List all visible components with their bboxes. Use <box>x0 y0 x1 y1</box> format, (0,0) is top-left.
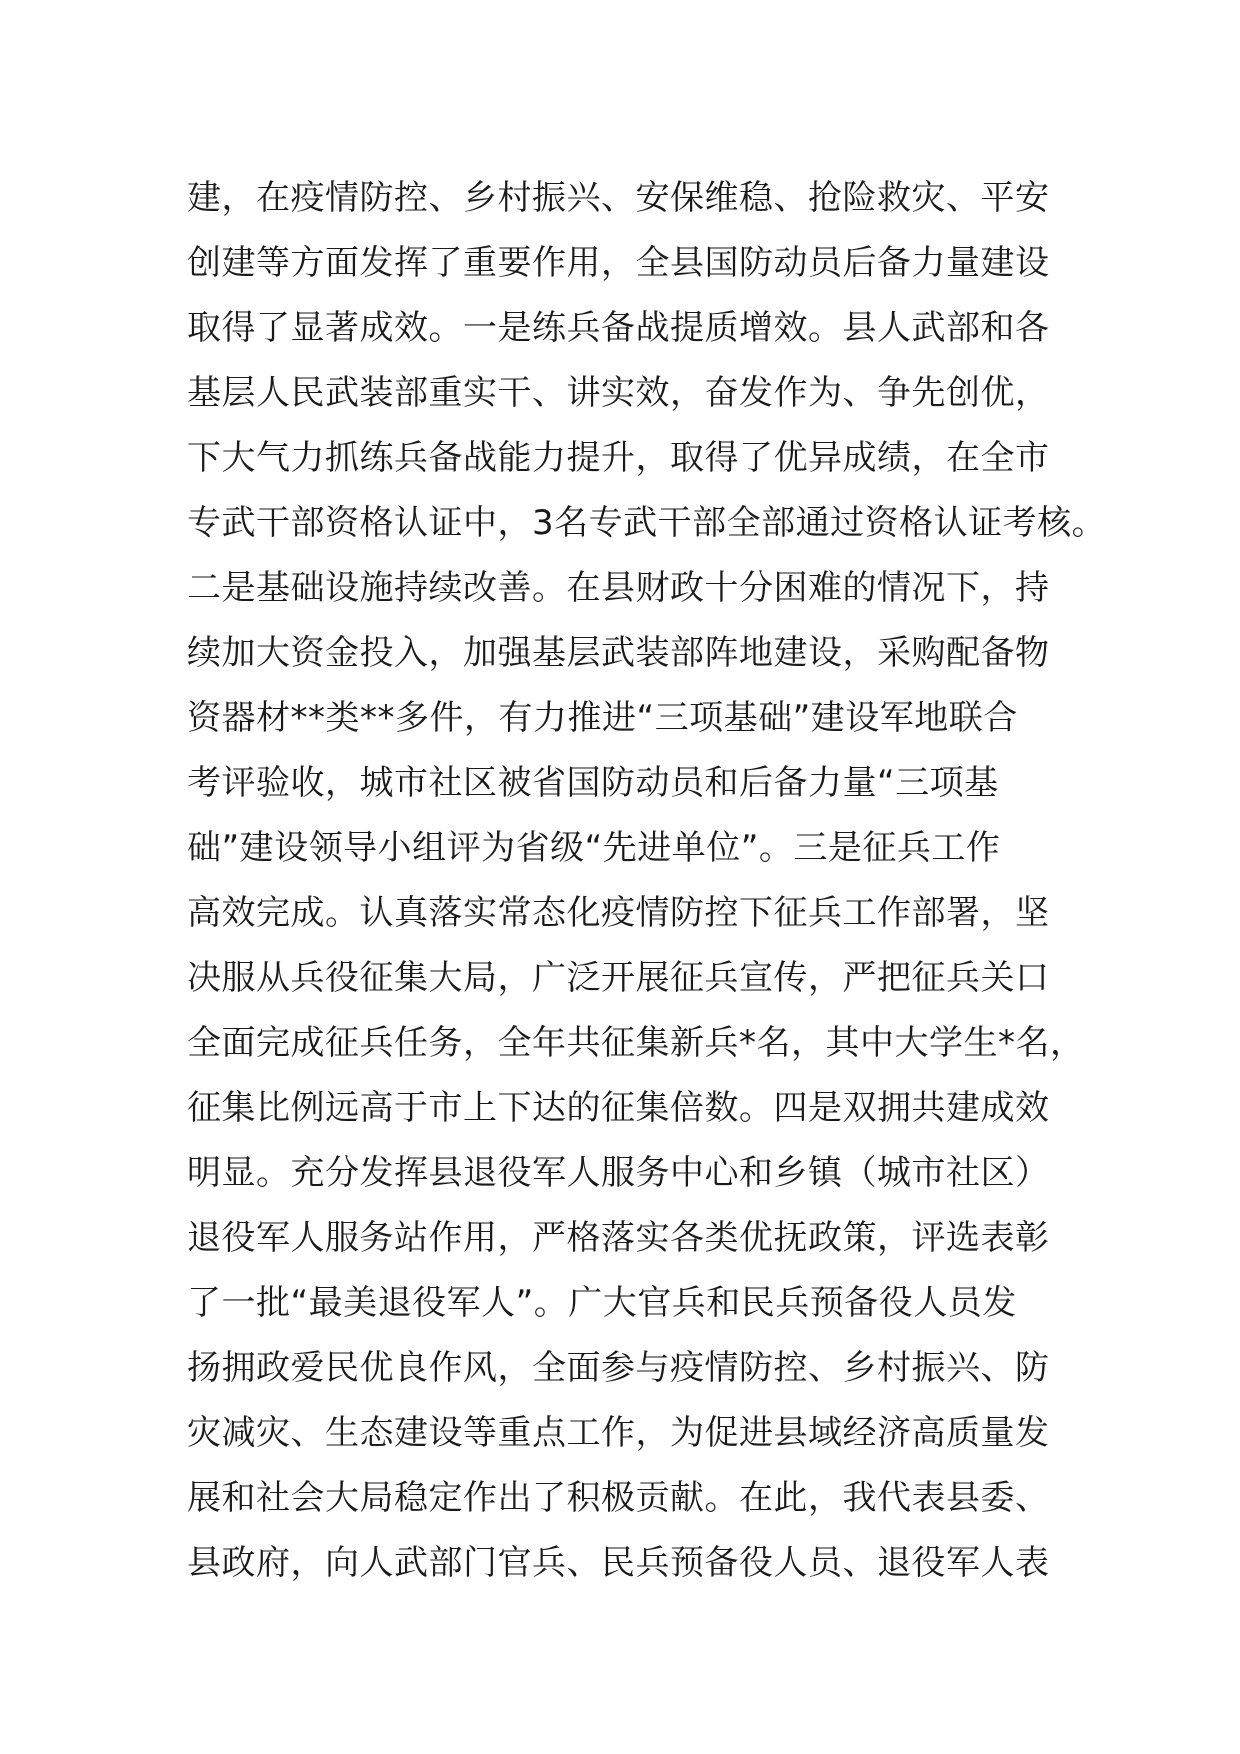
text-line: 取得了显著成效。一是练兵备战提质增效。县人武部和各 <box>187 308 1050 348</box>
text-line: 续加大资金投入，加强基层武装部阵地建设，采购配备物 <box>187 633 1050 673</box>
text-line: 础”建设领导小组评为省级“先进单位”。三是征兵工作 <box>187 828 1001 868</box>
body-paragraph <box>187 166 1107 1596</box>
text-line: 二是基础设施持续改善。在县财政十分困难的情况下，持 <box>187 568 1050 608</box>
text-line: 灾减灾、生态建设等重点工作，为促进县域经济高质量发 <box>187 1413 1050 1453</box>
text-line: 展和社会大局稳定作出了积极贡献。在此，我代表县委、 <box>187 1478 1050 1518</box>
text-line: 退役军人服务站作用，严格落实各类优抚政策，评选表彰 <box>187 1218 1050 1258</box>
text-line: 决服从兵役征集大局，广泛开展征兵宣传，严把征兵关口 <box>187 958 1050 998</box>
text-line: 明显。充分发挥县退役军人服务中心和乡镇（城市社区） <box>187 1153 1050 1193</box>
text-line: 下大气力抓练兵备战能力提升，取得了优异成绩，在全市 <box>187 438 1050 478</box>
text-line: 全面完成征兵任务，全年共征集新兵*名，其中大学生*名， <box>187 1023 1085 1063</box>
text-line: 高效完成。认真落实常态化疫情防控下征兵工作部署，坚 <box>187 893 1050 933</box>
text-line: 创建等方面发挥了重要作用，全县国防动员后备力量建设 <box>187 243 1050 283</box>
text-line: 专武干部资格认证中，3名专武干部全部通过资格认证考核。 <box>187 503 1107 543</box>
text-line: 基层人民武装部重实干、讲实效，奋发作为、争先创优， <box>187 373 1050 413</box>
text-line: 扬拥政爱民优良作风，全面参与疫情防控、乡村振兴、防 <box>187 1348 1050 1388</box>
text-line: 建，在疫情防控、乡村振兴、安保维稳、抢险救灾、平安 <box>187 178 1050 218</box>
text-line: 了一批“最美退役军人”。广大官兵和民兵预备役人员发 <box>187 1283 1017 1323</box>
text-line: 县政府，向人武部门官兵、民兵预备役人员、退役军人表 <box>187 1543 1050 1583</box>
text-line: 考评验收，城市社区被省国防动员和后备力量“三项基 <box>187 763 999 803</box>
text-line: 资器材**类**多件，有力推进“三项基础”建设军地联合 <box>187 698 1018 738</box>
text-line: 征集比例远高于市上下达的征集倍数。四是双拥共建成效 <box>187 1088 1050 1128</box>
